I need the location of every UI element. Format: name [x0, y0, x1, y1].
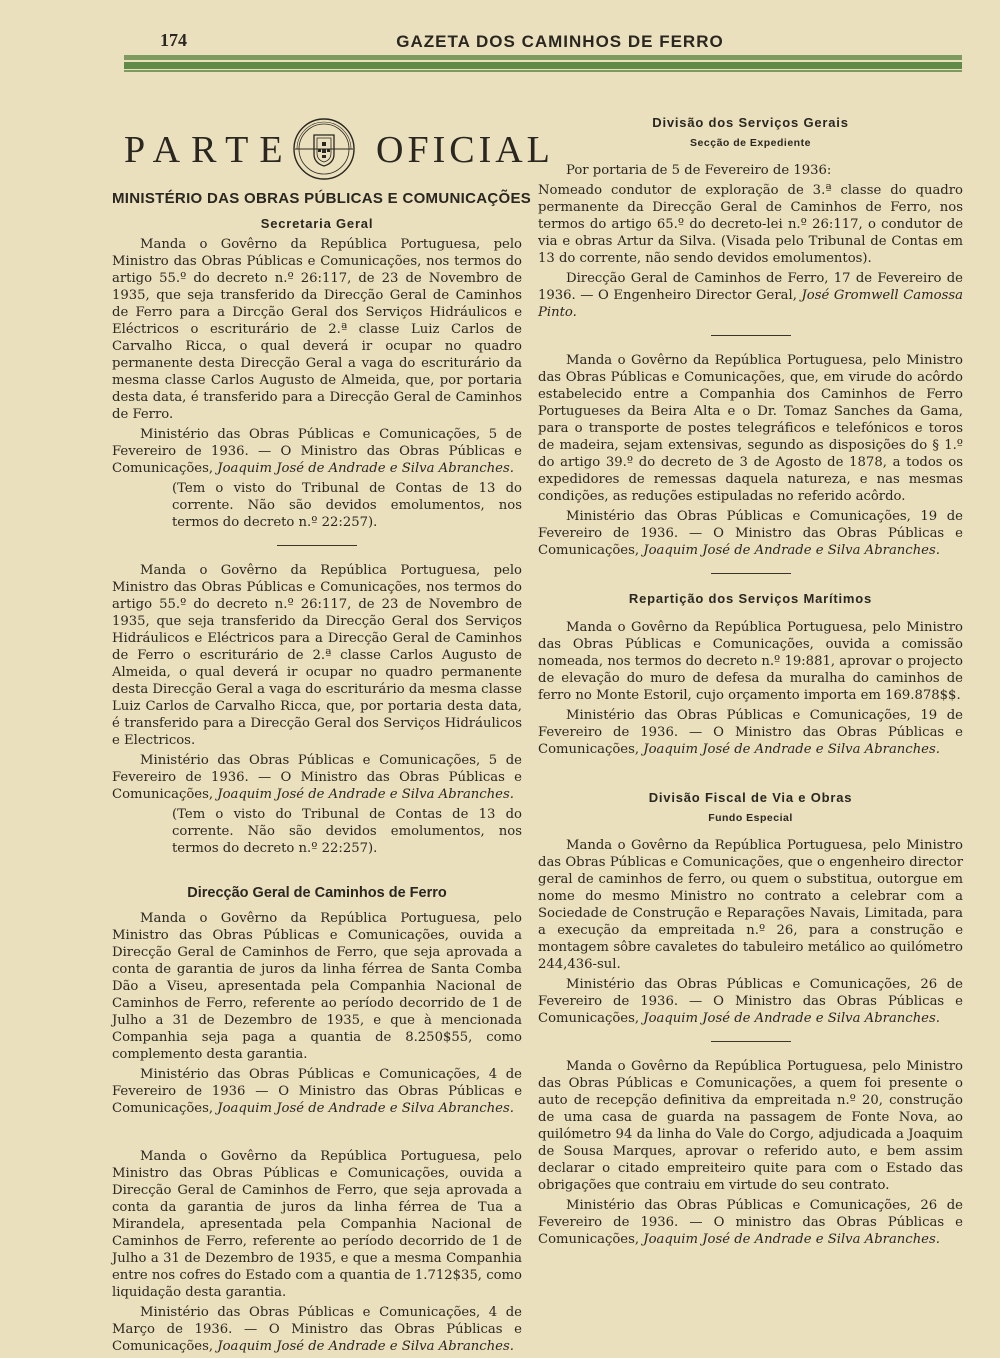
signature-text: Ministério das Obras Públicas e Comunicações, 19 de Fevereiro de 1936. — O Ministro das Obras Públicas e Comunicações, [538, 708, 963, 757]
section-heading: Secretaria Geral [260, 216, 374, 231]
note-paragraph: (Tem o visto do Tribunal de Contas de 13 do corrente. Não são devidos emolumentos, nos termos do decreto n.º 22:257). [172, 481, 522, 530]
title-word-parte: PARTE [124, 129, 294, 171]
ministry-heading: MINISTÉRIO DAS OBRAS PÚBLICAS E COMUNICAÇÕES [112, 190, 532, 207]
signature-text: Direcção Geral de Caminhos de Ferro, 17 de Fevereiro de 1936. — O Engenheiro Director Geral, [538, 271, 963, 303]
signature-paragraph [112, 426, 522, 477]
signature-paragraph [112, 1066, 522, 1117]
header-band [124, 62, 962, 69]
title-word-oficial: OFICIAL [376, 129, 554, 171]
decree-paragraph: Nomeado condutor de exploração de 3.ª classe do quadro permanente da Direcção Geral de Caminhos de Ferro, nos termos do artigo 65.º do decreto-lei n.º 26:117, o condutor de via e obras Artur da Silva. (Visada pelo Tribunal de Contas em 13 do corrente, não sendo devidos emolumentos). [538, 183, 963, 266]
divider [277, 545, 357, 546]
decree-paragraph: Manda o Govêrno da República Portuguesa, pelo Ministro das Obras Públicas e Comunicações, que, em virude do acôrdo estabelecido entre a Companhia dos Caminhos de Ferro Portugueses da Beira Alta e o Dr. Tomaz Sanches da Gama, para o transporte de postes telegráficos e telefónicos e toros de madeira, sejam extensivas, segundo as disposições do § 1.º do artigo 39.º do decreto de 3 de Agosto de 1878, a todos os expedidores de remessas daquela natureza, e nas mesmas condições, as reduções estipuladas no referido acôrdo. [538, 353, 963, 504]
signature-text: Ministério das Obras Públicas e Comunicações, 26 de Fevereiro de 1936. — O Ministro das Obras Públicas e Comunicações, [538, 977, 963, 1026]
right-column [538, 114, 963, 1251]
note-paragraph: (Tem o visto do Tribunal de Contas de 13 do corrente. Não são devidos emolumentos, nos termos do decreto n.º 22:257). [172, 807, 522, 856]
section-heading: Repartição dos Serviços Marítimos [628, 591, 873, 606]
section-heading: Direcção Geral de Caminhos de Ferro [187, 885, 447, 901]
decree-paragraph: Manda o Govêrno da República Portuguesa, pelo Ministro das Obras Públicas e Comunicações, a quem foi presente o auto de recepção definitiva da empreitada n.º 20, construção de uma casa de guarda na passagem de Fonte Nova, ao quilómetro 94 da linha do Vale do Corgo, adjudicada a Joaquim de Sousa Marques, aprovar o referido auto, e bem assim declarar o citado empreiteiro quite para com o Estado das obrigações que contraiu em virtude do seu contrato. [538, 1059, 963, 1193]
header-rule [124, 55, 962, 60]
portaria-line: Por portaria de 5 de Fevereiro de 1936: [566, 163, 832, 178]
signature-text: Ministério das Obras Públicas e Comunicações, 5 de Fevereiro de 1936. — O Ministro das Obras Públicas e Comunicações, [112, 427, 522, 476]
divider [711, 573, 791, 574]
signature-name: Joaquim José de Andrade e Silva Abranches. [217, 461, 514, 476]
signature-text: Ministério das Obras Públicas e Comunicações, 4 de Março de 1936. — O Ministro das Obras Públicas e Comunicações, [112, 1305, 522, 1354]
section-title [124, 128, 554, 178]
signature-paragraph [112, 1304, 522, 1355]
decree-paragraph: Manda o Govêrno da República Portuguesa, pelo Ministro das Obras Públicas e Comunicações, ouvida a comissão nomeada, nos termos do decreto n.º 19:881, aprovar o projecto de elevação do muro de defesa da muralha do caminhos de ferro no Monte Estoril, cujo orçamento importa em 169.878$$. [538, 620, 963, 703]
signature-name: Joaquim José de Andrade e Silva Abranches. [217, 787, 514, 802]
signature-text: Ministério das Obras Públicas e Comunicações, 4 de Fevereiro de 1936 — O Ministro das Obras Públicas e Comunicações, [112, 1067, 522, 1116]
signature-name: Joaquim José de Andrade e Silva Abranches. [643, 742, 940, 757]
header-rule [124, 70, 962, 72]
signature-name: Joaquim José de Andrade e Silva Abranches. [643, 543, 940, 558]
decree-paragraph: Manda o Govêrno da República Portuguesa, pelo Ministro das Obras Públicas e Comunicações, nos termos do artigo 55.º do decreto n.º 26:117, de 23 de Novembro de 1935, que seja transferido da Direcção Geral dos Serviços Hidráulicos e Eléctricos para a Direcção Geral de Caminhos de Ferro o escriturário de 2.ª classe Carlos Augusto de Almeida, o qual deverá ir ocupar no quadro permanente desta Direcção Geral a vaga do escriturário da mesma classe Luiz Carlos de Carvalho Ricca, que, por portaria desta data, é transferido para a Direcção Geral dos Serviços Hidráulicos e Electricos. [112, 563, 522, 748]
section-heading: Divisão Fiscal de Via e Obras [648, 790, 853, 805]
signature-name: Joaquim José de Andrade e Silva Abranches. [643, 1232, 940, 1247]
signature-text: Ministério das Obras Públicas e Comunicações, 19 de Fevereiro de 1936. — O Ministro das Obras Públicas e Comunicações, [538, 509, 963, 558]
signature-paragraph [112, 752, 522, 803]
page-number: 174 [160, 30, 187, 50]
signature-paragraph [538, 1197, 963, 1248]
signature-text: Ministério das Obras Públicas e Comunicações, 26 de Fevereiro de 1936. — O ministro das Obras Públicas e Comunicações, [538, 1198, 963, 1247]
decree-paragraph: Manda o Govêrno da República Portuguesa, pelo Ministro das Obras Públicas e Comunicações, que o engenheiro director geral de caminhos de ferro, ou quem o substitua, outorgue em nome do mesmo Ministro no contrato a celebrar com a Sociedade de Construção e Reparações Navais, Limitada, para a execução da empreitada n.º 26, para a construção e montagem sôbre cavaletes do tabuleiro metálico ao quilómetro 244,436-sul. [538, 838, 963, 972]
subsection-heading: Secção de Expediente [690, 137, 811, 149]
subsection-heading: Fundo Especial [708, 812, 793, 824]
signature-name: Joaquim José de Andrade e Silva Abranches. [643, 1011, 940, 1026]
left-column [112, 190, 532, 1358]
decree-paragraph: Manda o Govêrno da República Portuguesa, pelo Ministro das Obras Públicas e Comunicações, ouvida a Direcção Geral de Caminhos de Ferro, que seja aprovada a conta de garantia de juros da linha férrea de Santa Comba Dão a Viseu, apresentada pela Companhia Nacional de Caminhos de Ferro, referente ao período decorrido de 1 de Julho a 31 de Dezembro de 1935, e que à mencionada Companhia seja paga a quantia de 8.250$55, como complemento desta garantia. [112, 911, 522, 1062]
signature-name: José Gromwell Camossa Pinto. [538, 288, 963, 320]
signature-paragraph [538, 707, 963, 758]
publication-title: GAZETA DOS CAMINHOS DE FERRO [396, 32, 724, 51]
signature-paragraph [538, 508, 963, 559]
divider [711, 1041, 791, 1042]
coat-of-arms-icon [289, 114, 359, 184]
signature-paragraph [538, 270, 963, 321]
decree-paragraph: Manda o Govêrno da República Portuguesa, pelo Ministro das Obras Públicas e Comunicações, nos termos do artigo 55.º do decreto n.º 26:117, de 23 de Novembro de 1935, que seja transferido da Direcção Geral de Caminhos de Ferro para a Dircção Geral dos Serviços Hidráulicos e Eléctricos o escriturário de 2.ª classe Luiz Carlos de Carvalho Ricca, o qual deverá ir ocupar no quadro permanente desta Direcção Geral a vaga do escriturário da mesma classe Carlos Augusto de Almeida, que, por portaria desta data, é transferido para a Direcção Geral de Caminhos de Ferro. [112, 237, 522, 422]
signature-paragraph [538, 976, 963, 1027]
signature-name: Joaquim José de Andrade e Silva Abranches. [217, 1339, 514, 1354]
divider [711, 335, 791, 336]
signature-text: Ministério das Obras Públicas e Comunicações, 5 de Fevereiro de 1936. — O Ministro das Obras Públicas e Comunicações, [112, 753, 522, 802]
section-heading: Divisão dos Serviços Gerais [652, 115, 849, 130]
signature-name: Joaquim José de Andrade e Silva Abranches. [217, 1101, 514, 1116]
decree-paragraph: Manda o Govêrno da República Portuguesa, pelo Ministro das Obras Públicas e Comunicações, ouvida a Direcção Geral de Caminhos de Ferro, que seja aprovada a conta da garantia de juros da linha férrea de Tua a Mirandela, apresentada pela Companhia Nacional de Caminhos de Ferro, referente ao período decorrido de 1 de Julho a 31 de Dezembro de 1935, e que a mesma Companhia entre nos cofres do Estado com a quantia de 1.712$35, como liquidação desta garantia. [112, 1149, 522, 1300]
